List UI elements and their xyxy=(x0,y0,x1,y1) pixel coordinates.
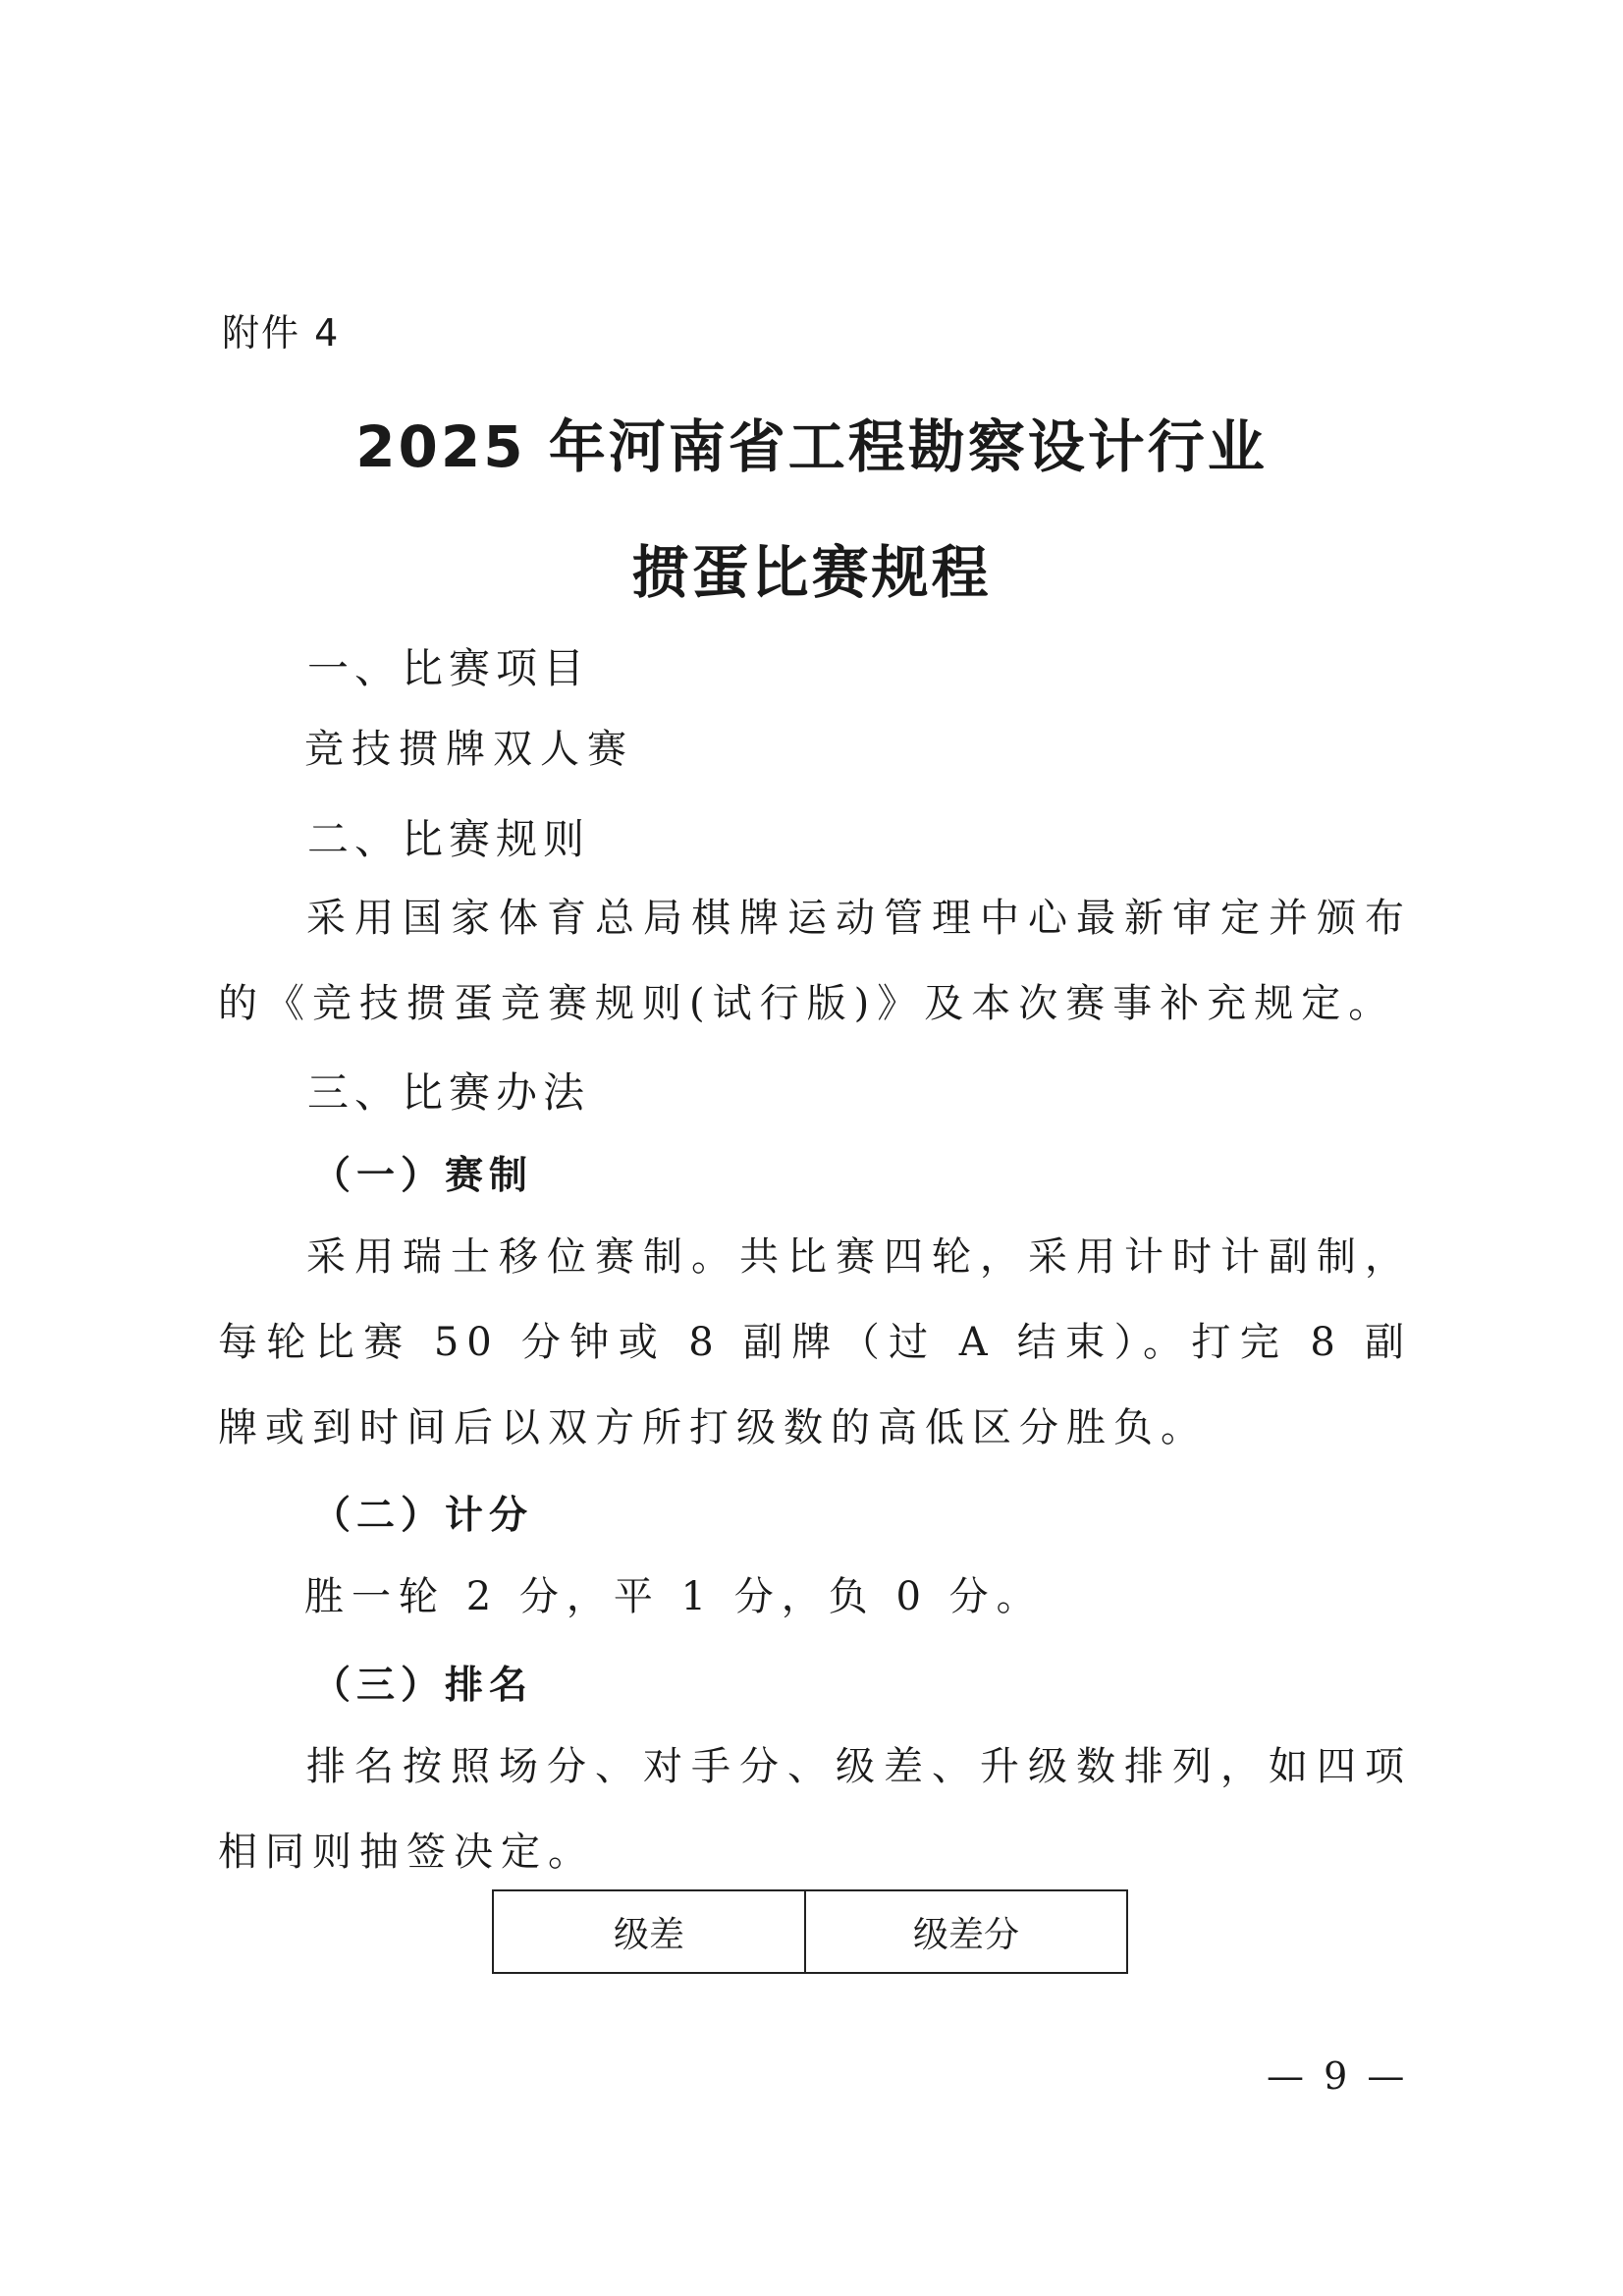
section-3-sub-3-body: 排名按照场分、对手分、级差、升级数排列，如四项相同则抽签决定。 xyxy=(218,1744,1412,1875)
grade-difference-table xyxy=(492,1889,1128,1974)
section-3-sub-1-body: 采用瑞士移位赛制。共比赛四轮，采用计时计副制，每轮比赛 50 分钟或 8 副牌（过 A 结束）。打完 8 副牌或到时间后以双方所打级数的高低区分胜负。 xyxy=(218,1234,1412,1450)
section-1-heading: 一、比赛项目 xyxy=(307,644,591,692)
section-3-sub-3-heading: （三）排名 xyxy=(312,1664,534,1708)
section-2-heading: 二、比赛规则 xyxy=(307,815,591,863)
page-number: — 9 — xyxy=(1267,2054,1409,2098)
document-title-line-1: 2025 年河南省工程勘察设计行业 xyxy=(355,413,1268,480)
section-1-body: 竞技掼牌双人赛 xyxy=(304,727,634,772)
table-header-cell: 级差分 xyxy=(805,1890,1127,1973)
document-title-line-2: 掼蛋比赛规程 xyxy=(631,539,992,606)
section-3-heading: 三、比赛办法 xyxy=(307,1068,591,1117)
section-3-sub-1-heading: （一）赛制 xyxy=(312,1154,534,1198)
table-header-cell: 级差 xyxy=(493,1890,805,1973)
section-3-sub-2-body: 胜一轮 2 分，平 1 分，负 0 分。 xyxy=(304,1574,1044,1619)
section-2-body: 采用国家体育总局棋牌运动管理中心最新审定并颁布的《竞技掼蛋竞赛规则(试行版)》及本次赛事补充规定。 xyxy=(218,896,1412,1026)
section-3-sub-2-heading: （二）计分 xyxy=(312,1494,534,1538)
table-header-row xyxy=(493,1890,1127,1973)
attachment-label: 附件 4 xyxy=(222,311,341,355)
